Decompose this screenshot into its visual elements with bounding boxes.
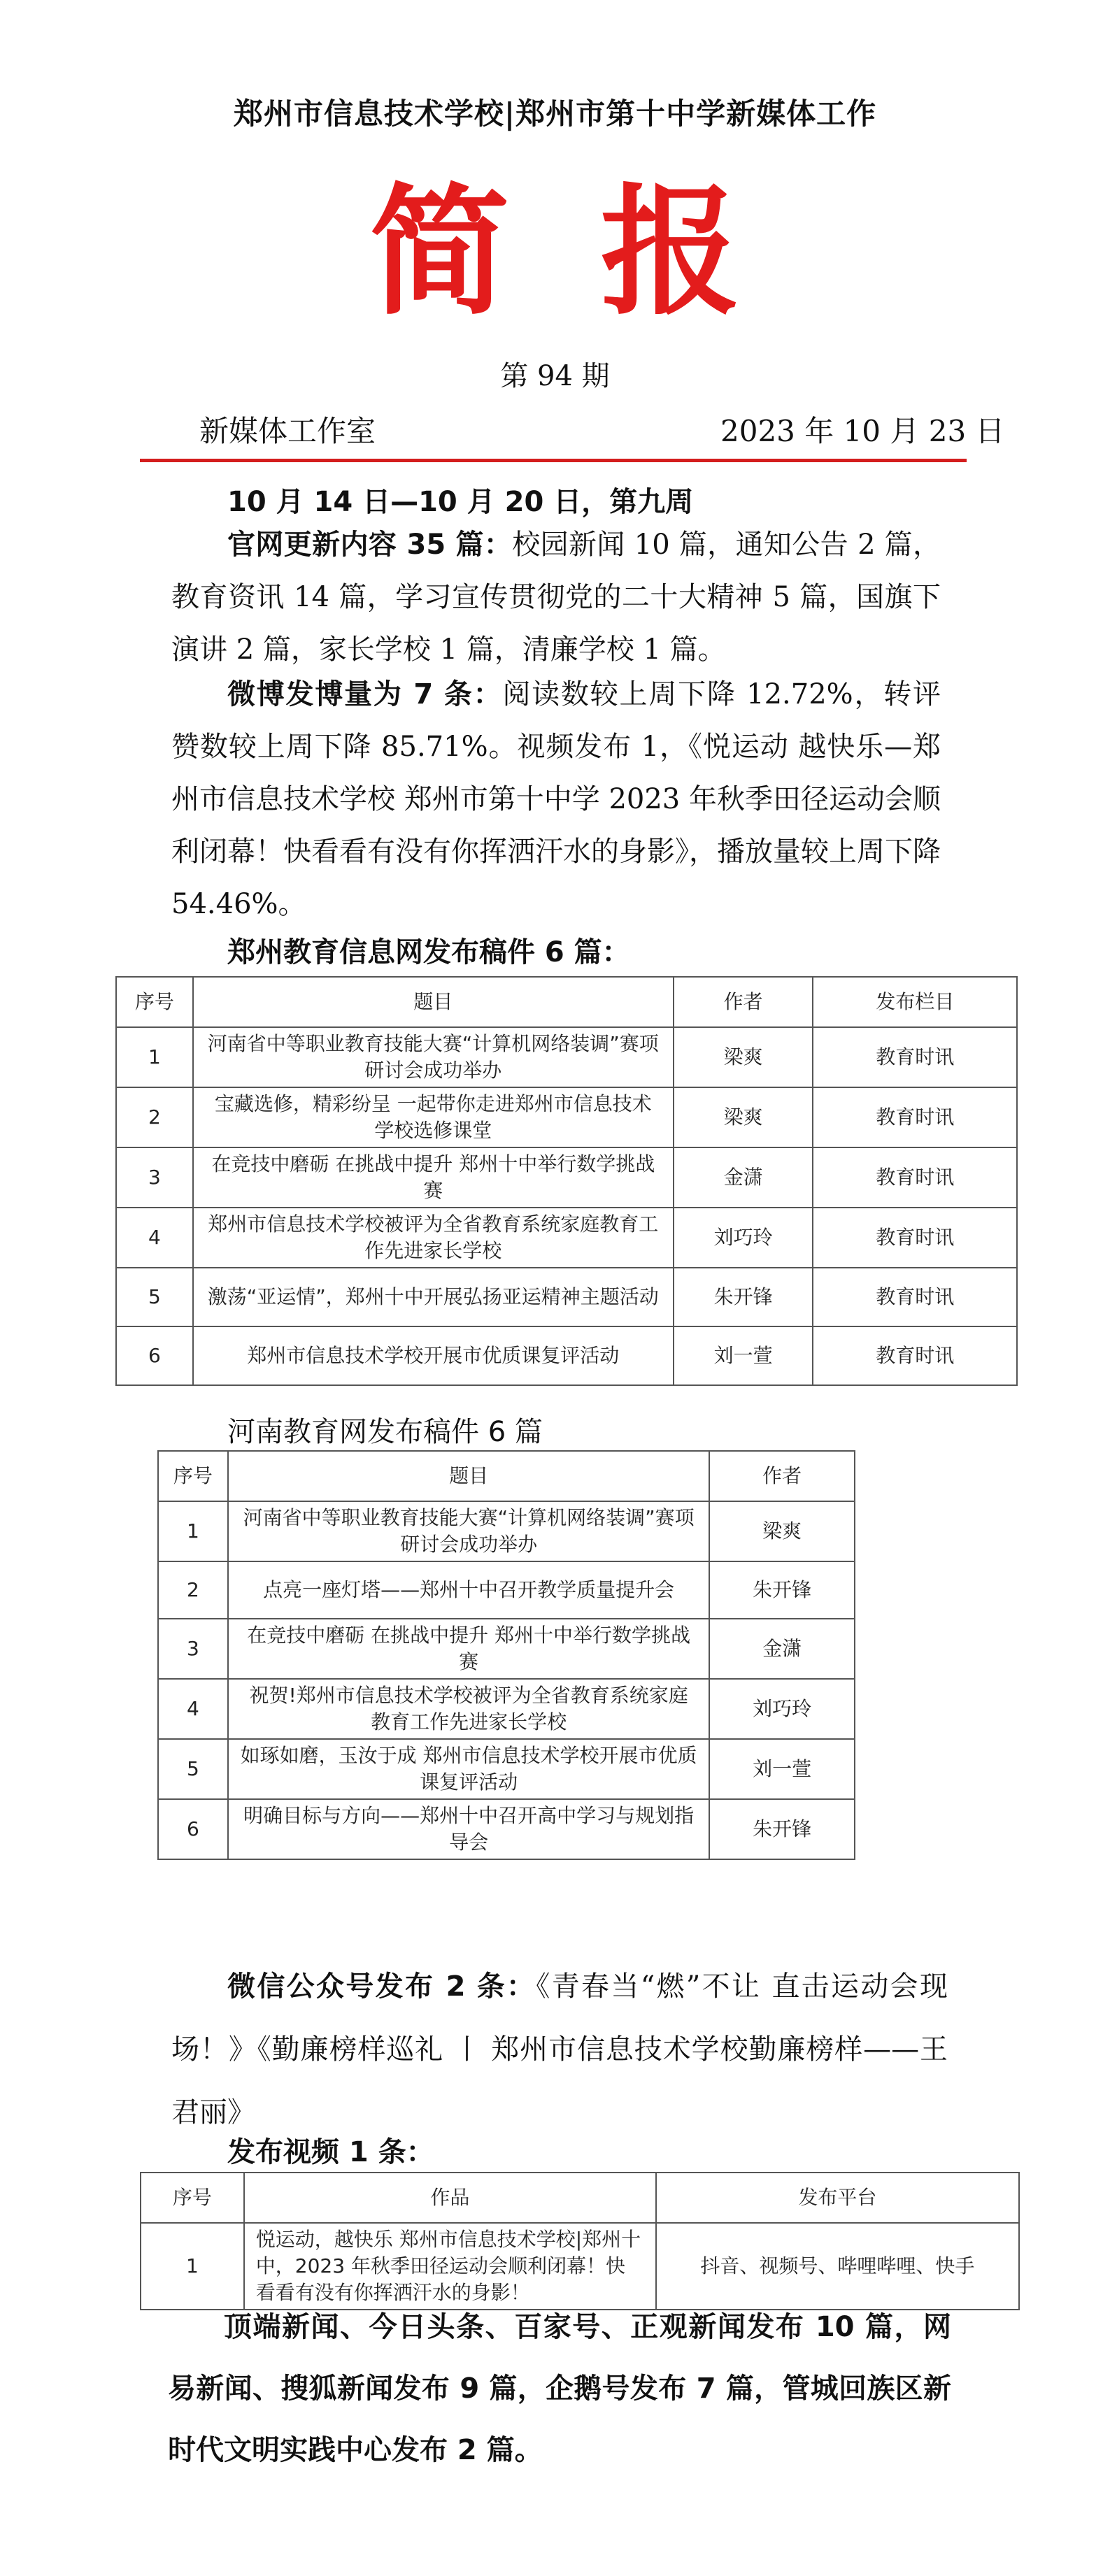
table-row bbox=[116, 1087, 1017, 1147]
cell-index: 6 bbox=[116, 1326, 193, 1385]
cell-index: 5 bbox=[158, 1739, 228, 1799]
column-header: 发布栏目 bbox=[813, 977, 1017, 1027]
cell-index: 2 bbox=[116, 1087, 193, 1147]
table-row bbox=[158, 1619, 855, 1679]
video-table bbox=[140, 2172, 1020, 2310]
org-title: 郑州市信息技术学校|郑州市第十中学新媒体工作 bbox=[233, 96, 877, 131]
table-header-row bbox=[141, 2173, 1019, 2223]
issue-number: 第 94 期 bbox=[500, 360, 610, 392]
cell-index: 1 bbox=[141, 2223, 244, 2310]
website-paragraph bbox=[171, 519, 941, 676]
department: 新媒体工作室 bbox=[199, 414, 376, 448]
cell-author: 刘一萱 bbox=[674, 1326, 813, 1385]
cell-title: 宝藏选修，精彩纷呈 一起带你走进郑州市信息技术学校选修课堂 bbox=[193, 1087, 674, 1147]
cell-author: 梁爽 bbox=[674, 1087, 813, 1147]
cell-title: 河南省中等职业教育技能大赛“计算机网络装调”赛项研讨会成功举办 bbox=[228, 1501, 710, 1561]
cell-author: 梁爽 bbox=[709, 1501, 855, 1561]
cell-title: 如琢如磨，玉汝于成 郑州市信息技术学校开展市优质课复评活动 bbox=[228, 1739, 710, 1799]
cell-index: 2 bbox=[158, 1561, 228, 1619]
column-header: 题目 bbox=[193, 977, 674, 1027]
red-divider bbox=[140, 459, 967, 462]
cell-title: 郑州市信息技术学校被评为全省教育系统家庭教育工作先进家长学校 bbox=[193, 1208, 674, 1268]
cell-column: 教育时讯 bbox=[813, 1268, 1017, 1326]
cell-column: 教育时讯 bbox=[813, 1147, 1017, 1208]
table-row bbox=[116, 1027, 1017, 1087]
website-body: 校园新闻 10 篇，通知公告 2 篇，教育资讯 14 篇，学习宣传贯彻党的二十大精神 5 篇，国旗下演讲 2 篇，家长学校 1 篇，清廉学校 1 篇。 bbox=[171, 529, 941, 666]
week-range: 10 月 14 日—10 月 20 日，第九周 bbox=[227, 486, 694, 518]
zz-edu-heading: 郑州教育信息网发布稿件 6 篇： bbox=[227, 936, 630, 968]
wechat-body: 《青春当“燃”不让 直击运动会现场！》《勤廉榜样巡礼 丨 郑州市信息技术学校勤廉榜样——王君丽》 bbox=[171, 1970, 948, 2128]
cell-title: 点亮一座灯塔——郑州十中召开教学质量提升会 bbox=[228, 1561, 710, 1619]
column-header: 序号 bbox=[158, 1451, 228, 1501]
table-row bbox=[116, 1147, 1017, 1208]
table-row bbox=[158, 1739, 855, 1799]
cell-index: 5 bbox=[116, 1268, 193, 1326]
column-header: 作者 bbox=[674, 977, 813, 1027]
cell-index: 4 bbox=[116, 1208, 193, 1268]
table-header-row bbox=[158, 1451, 855, 1501]
summary-paragraph: 顶端新闻、今日头条、百家号、正观新闻发布 10 篇，网易新闻、搜狐新闻发布 9 篇，企鹅号发布 7 篇，管城回族区新时代文明实践中心发布 2 篇。 bbox=[168, 2311, 951, 2466]
weibo-paragraph bbox=[171, 668, 941, 931]
video-heading: 发布视频 1 条： bbox=[227, 2136, 434, 2168]
cell-title: 激荡“亚运情”，郑州十中开展弘扬亚运精神主题活动 bbox=[193, 1268, 674, 1326]
cell-index: 4 bbox=[158, 1679, 228, 1739]
cell-author: 金潇 bbox=[674, 1147, 813, 1208]
cell-index: 3 bbox=[116, 1147, 193, 1208]
cell-work: 悦运动，越快乐 郑州市信息技术学校|郑州十中，2023 年秋季田径运动会顺利闭幕！快看看有没有你挥洒汗水的身影！ bbox=[244, 2223, 656, 2310]
table-row bbox=[158, 1501, 855, 1561]
column-header: 发布平台 bbox=[656, 2173, 1019, 2223]
cell-title: 祝贺!郑州市信息技术学校被评为全省教育系统家庭教育工作先进家长学校 bbox=[228, 1679, 710, 1739]
column-header: 作品 bbox=[244, 2173, 656, 2223]
cell-column: 教育时讯 bbox=[813, 1208, 1017, 1268]
table-row bbox=[116, 1208, 1017, 1268]
cell-platform: 抖音、视频号、哔哩哔哩、快手 bbox=[656, 2223, 1019, 2310]
wechat-lead: 微信公众号发布 2 条： bbox=[227, 1970, 536, 2003]
publish-date: 2023 年 10 月 23 日 bbox=[720, 414, 1005, 448]
cell-column: 教育时讯 bbox=[813, 1326, 1017, 1385]
cell-author: 刘巧玲 bbox=[674, 1208, 813, 1268]
table-row bbox=[116, 1326, 1017, 1385]
wechat-paragraph bbox=[171, 1955, 948, 2144]
cell-author: 梁爽 bbox=[674, 1027, 813, 1087]
website-lead: 官网更新内容 35 篇： bbox=[227, 529, 513, 561]
cell-index: 1 bbox=[116, 1027, 193, 1087]
cell-author: 金潇 bbox=[709, 1619, 855, 1679]
cell-column: 教育时讯 bbox=[813, 1027, 1017, 1087]
table-row bbox=[116, 1268, 1017, 1326]
table-row bbox=[158, 1799, 855, 1859]
cell-author: 朱开锋 bbox=[709, 1799, 855, 1859]
cell-author: 朱开锋 bbox=[709, 1561, 855, 1619]
cell-author: 刘巧玲 bbox=[709, 1679, 855, 1739]
weibo-lead: 微博发博量为 7 条： bbox=[227, 678, 503, 710]
cell-index: 1 bbox=[158, 1501, 228, 1561]
cell-author: 刘一萱 bbox=[709, 1739, 855, 1799]
table-row bbox=[158, 1561, 855, 1619]
column-header: 序号 bbox=[116, 977, 193, 1027]
cell-title: 在竞技中磨砺 在挑战中提升 郑州十中举行数学挑战赛 bbox=[193, 1147, 674, 1208]
cell-author: 朱开锋 bbox=[674, 1268, 813, 1326]
brief-title: 简报 bbox=[369, 171, 832, 334]
cell-title: 河南省中等职业教育技能大赛“计算机网络装调”赛项研讨会成功举办 bbox=[193, 1027, 674, 1087]
hn-edu-heading: 河南教育网发布稿件 6 篇 bbox=[227, 1416, 543, 1448]
hn-edu-table bbox=[157, 1450, 855, 1860]
column-header: 题目 bbox=[228, 1451, 710, 1501]
table-row bbox=[158, 1679, 855, 1739]
cell-title: 郑州市信息技术学校开展市优质课复评活动 bbox=[193, 1326, 674, 1385]
cell-title: 明确目标与方向——郑州十中召开高中学习与规划指导会 bbox=[228, 1799, 710, 1859]
cell-index: 3 bbox=[158, 1619, 228, 1679]
table-header-row bbox=[116, 977, 1017, 1027]
column-header: 作者 bbox=[709, 1451, 855, 1501]
zz-edu-table bbox=[115, 976, 1018, 1386]
column-header: 序号 bbox=[141, 2173, 244, 2223]
cell-index: 6 bbox=[158, 1799, 228, 1859]
cell-title: 在竞技中磨砺 在挑战中提升 郑州十中举行数学挑战赛 bbox=[228, 1619, 710, 1679]
cell-column: 教育时讯 bbox=[813, 1087, 1017, 1147]
weibo-body: 阅读数较上周下降 12.72%，转评赞数较上周下降 85.71%。视频发布 1，《悦运动 越快乐—郑州市信息技术学校 郑州市第十中学 2023 年秋季田径运动会顺利闭幕！快看看有没有你挥洒汗水的身影》，播放量较上周下降 54.46%。 bbox=[171, 678, 941, 920]
